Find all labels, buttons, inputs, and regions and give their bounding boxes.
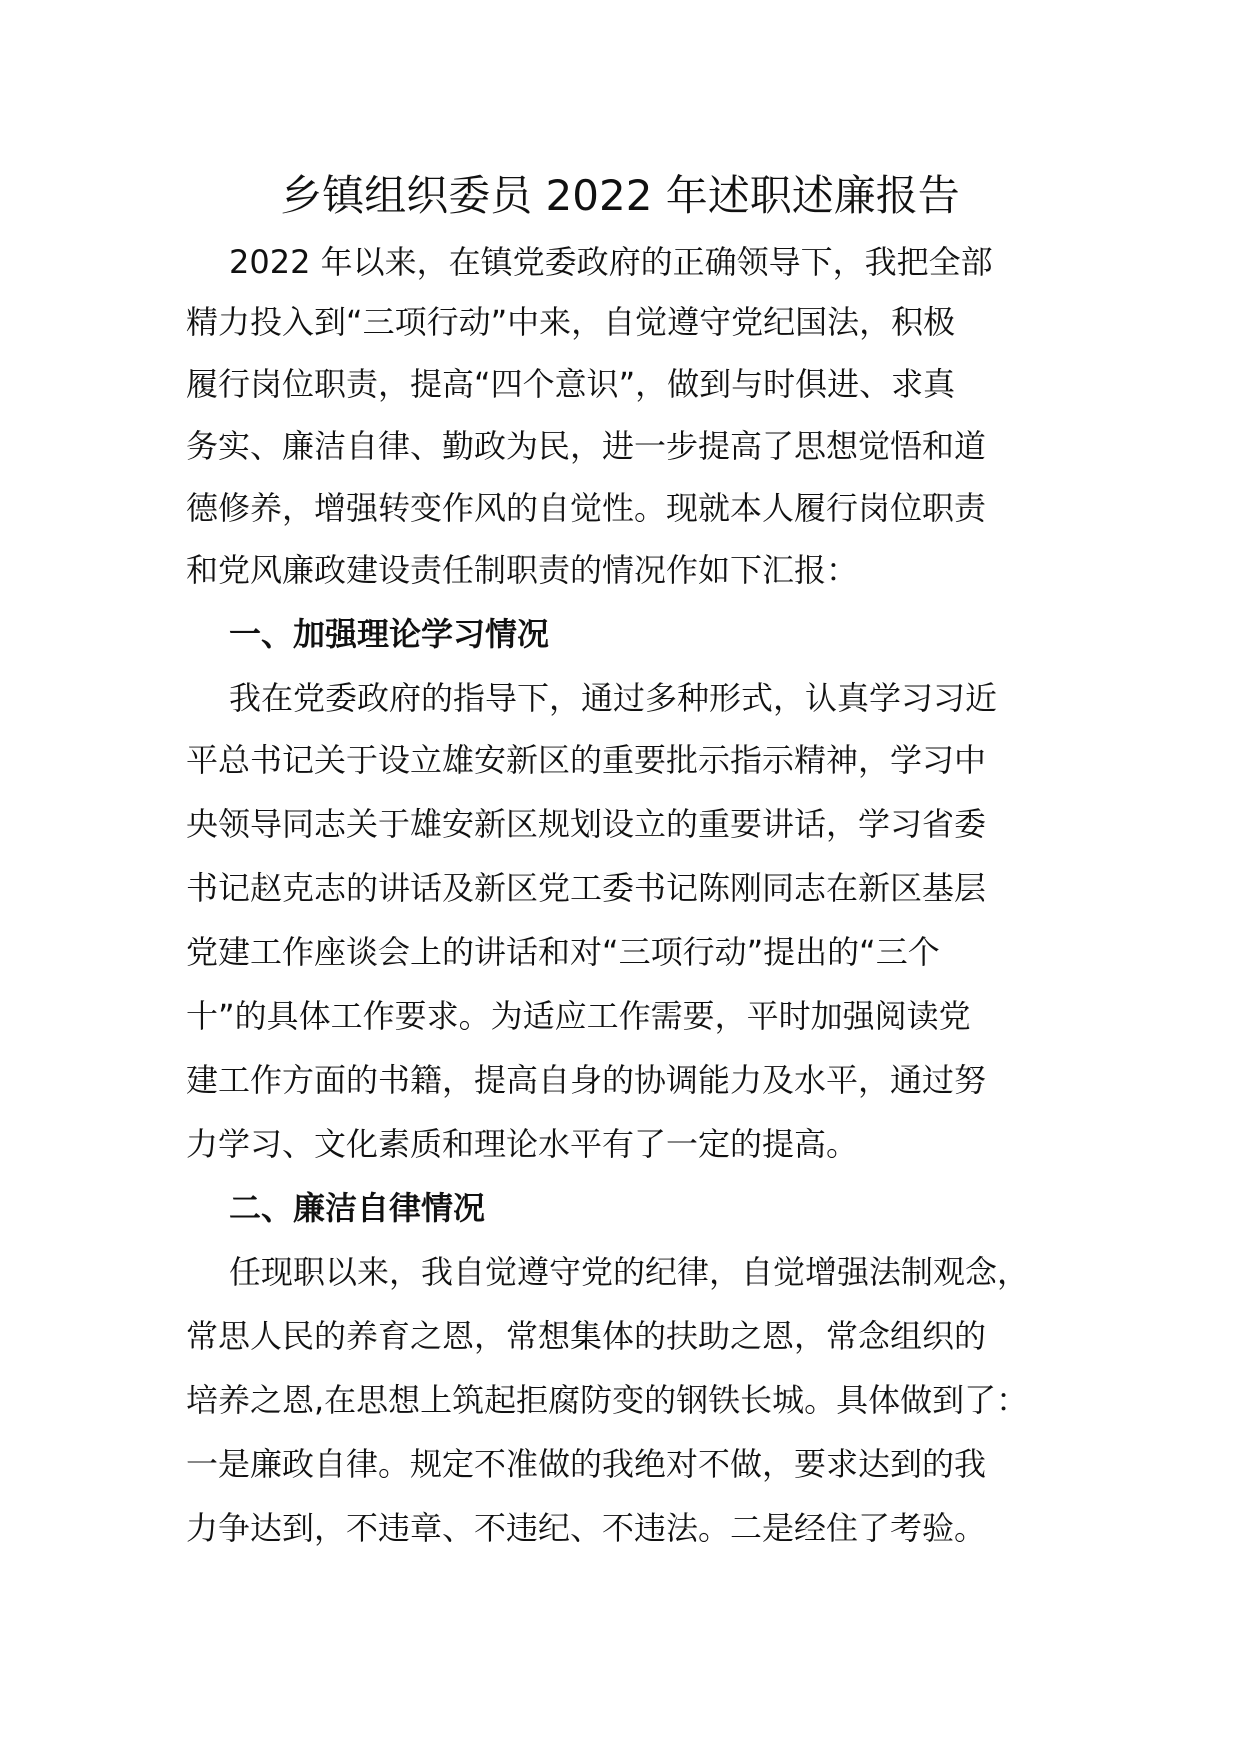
section2-line: 力争达到，不违章、不违纪、不违法。二是经住了考验。 <box>186 1509 987 1547</box>
section-heading-2: 二、廉洁自律情况 <box>229 1189 486 1227</box>
intro-line: 德修养，增强转变作风的自觉性。现就本人履行岗位职责 <box>186 489 987 527</box>
section-heading-1: 一、加强理论学习情况 <box>229 615 550 653</box>
section2-line: 任现职以来，我自觉遵守党的纪律，自觉增强法制观念， <box>229 1253 1030 1291</box>
document-title: 乡镇组织委员 2022 年述职述廉报告 <box>280 171 960 220</box>
section2-line: 一是廉政自律。规定不准做的我绝对不做，要求达到的我 <box>186 1445 987 1483</box>
intro-line: 履行岗位职责，提高“四个意识”，做到与时俱进、求真 <box>186 365 956 403</box>
section2-line: 常思人民的养育之恩，常想集体的扶助之恩，常念组织的 <box>186 1317 987 1355</box>
section1-line: 书记赵克志的讲话及新区党工委书记陈刚同志在新区基层 <box>186 869 987 907</box>
section1-line: 央领导同志关于雄安新区规划设立的重要讲话，学习省委 <box>186 805 987 843</box>
section1-line: 建工作方面的书籍，提高自身的协调能力及水平，通过努 <box>186 1061 987 1099</box>
section2-line: 培养之恩,在思想上筑起拒腐防变的钢铁长城。具体做到了： <box>186 1381 1029 1419</box>
section1-line: 力学习、文化素质和理论水平有了一定的提高。 <box>186 1125 859 1163</box>
section1-line: 党建工作座谈会上的讲话和对“三项行动”提出的“三个 <box>186 933 940 971</box>
section1-line: 十”的具体工作要求。为适应工作需要，平时加强阅读党 <box>186 997 971 1035</box>
intro-line: 2022 年以来，在镇党委政府的正确领导下，我把全部 <box>229 243 993 281</box>
section1-line: 我在党委政府的指导下，通过多种形式，认真学习习近 <box>229 679 998 717</box>
intro-line: 精力投入到“三项行动”中来，自觉遵守党纪国法，积极 <box>186 303 956 341</box>
intro-line: 务实、廉洁自律、勤政为民，进一步提高了思想觉悟和道 <box>186 427 987 465</box>
section1-line: 平总书记关于设立雄安新区的重要批示指示精神，学习中 <box>186 741 987 779</box>
intro-line: 和党风廉政建设责任制职责的情况作如下汇报： <box>186 551 859 589</box>
